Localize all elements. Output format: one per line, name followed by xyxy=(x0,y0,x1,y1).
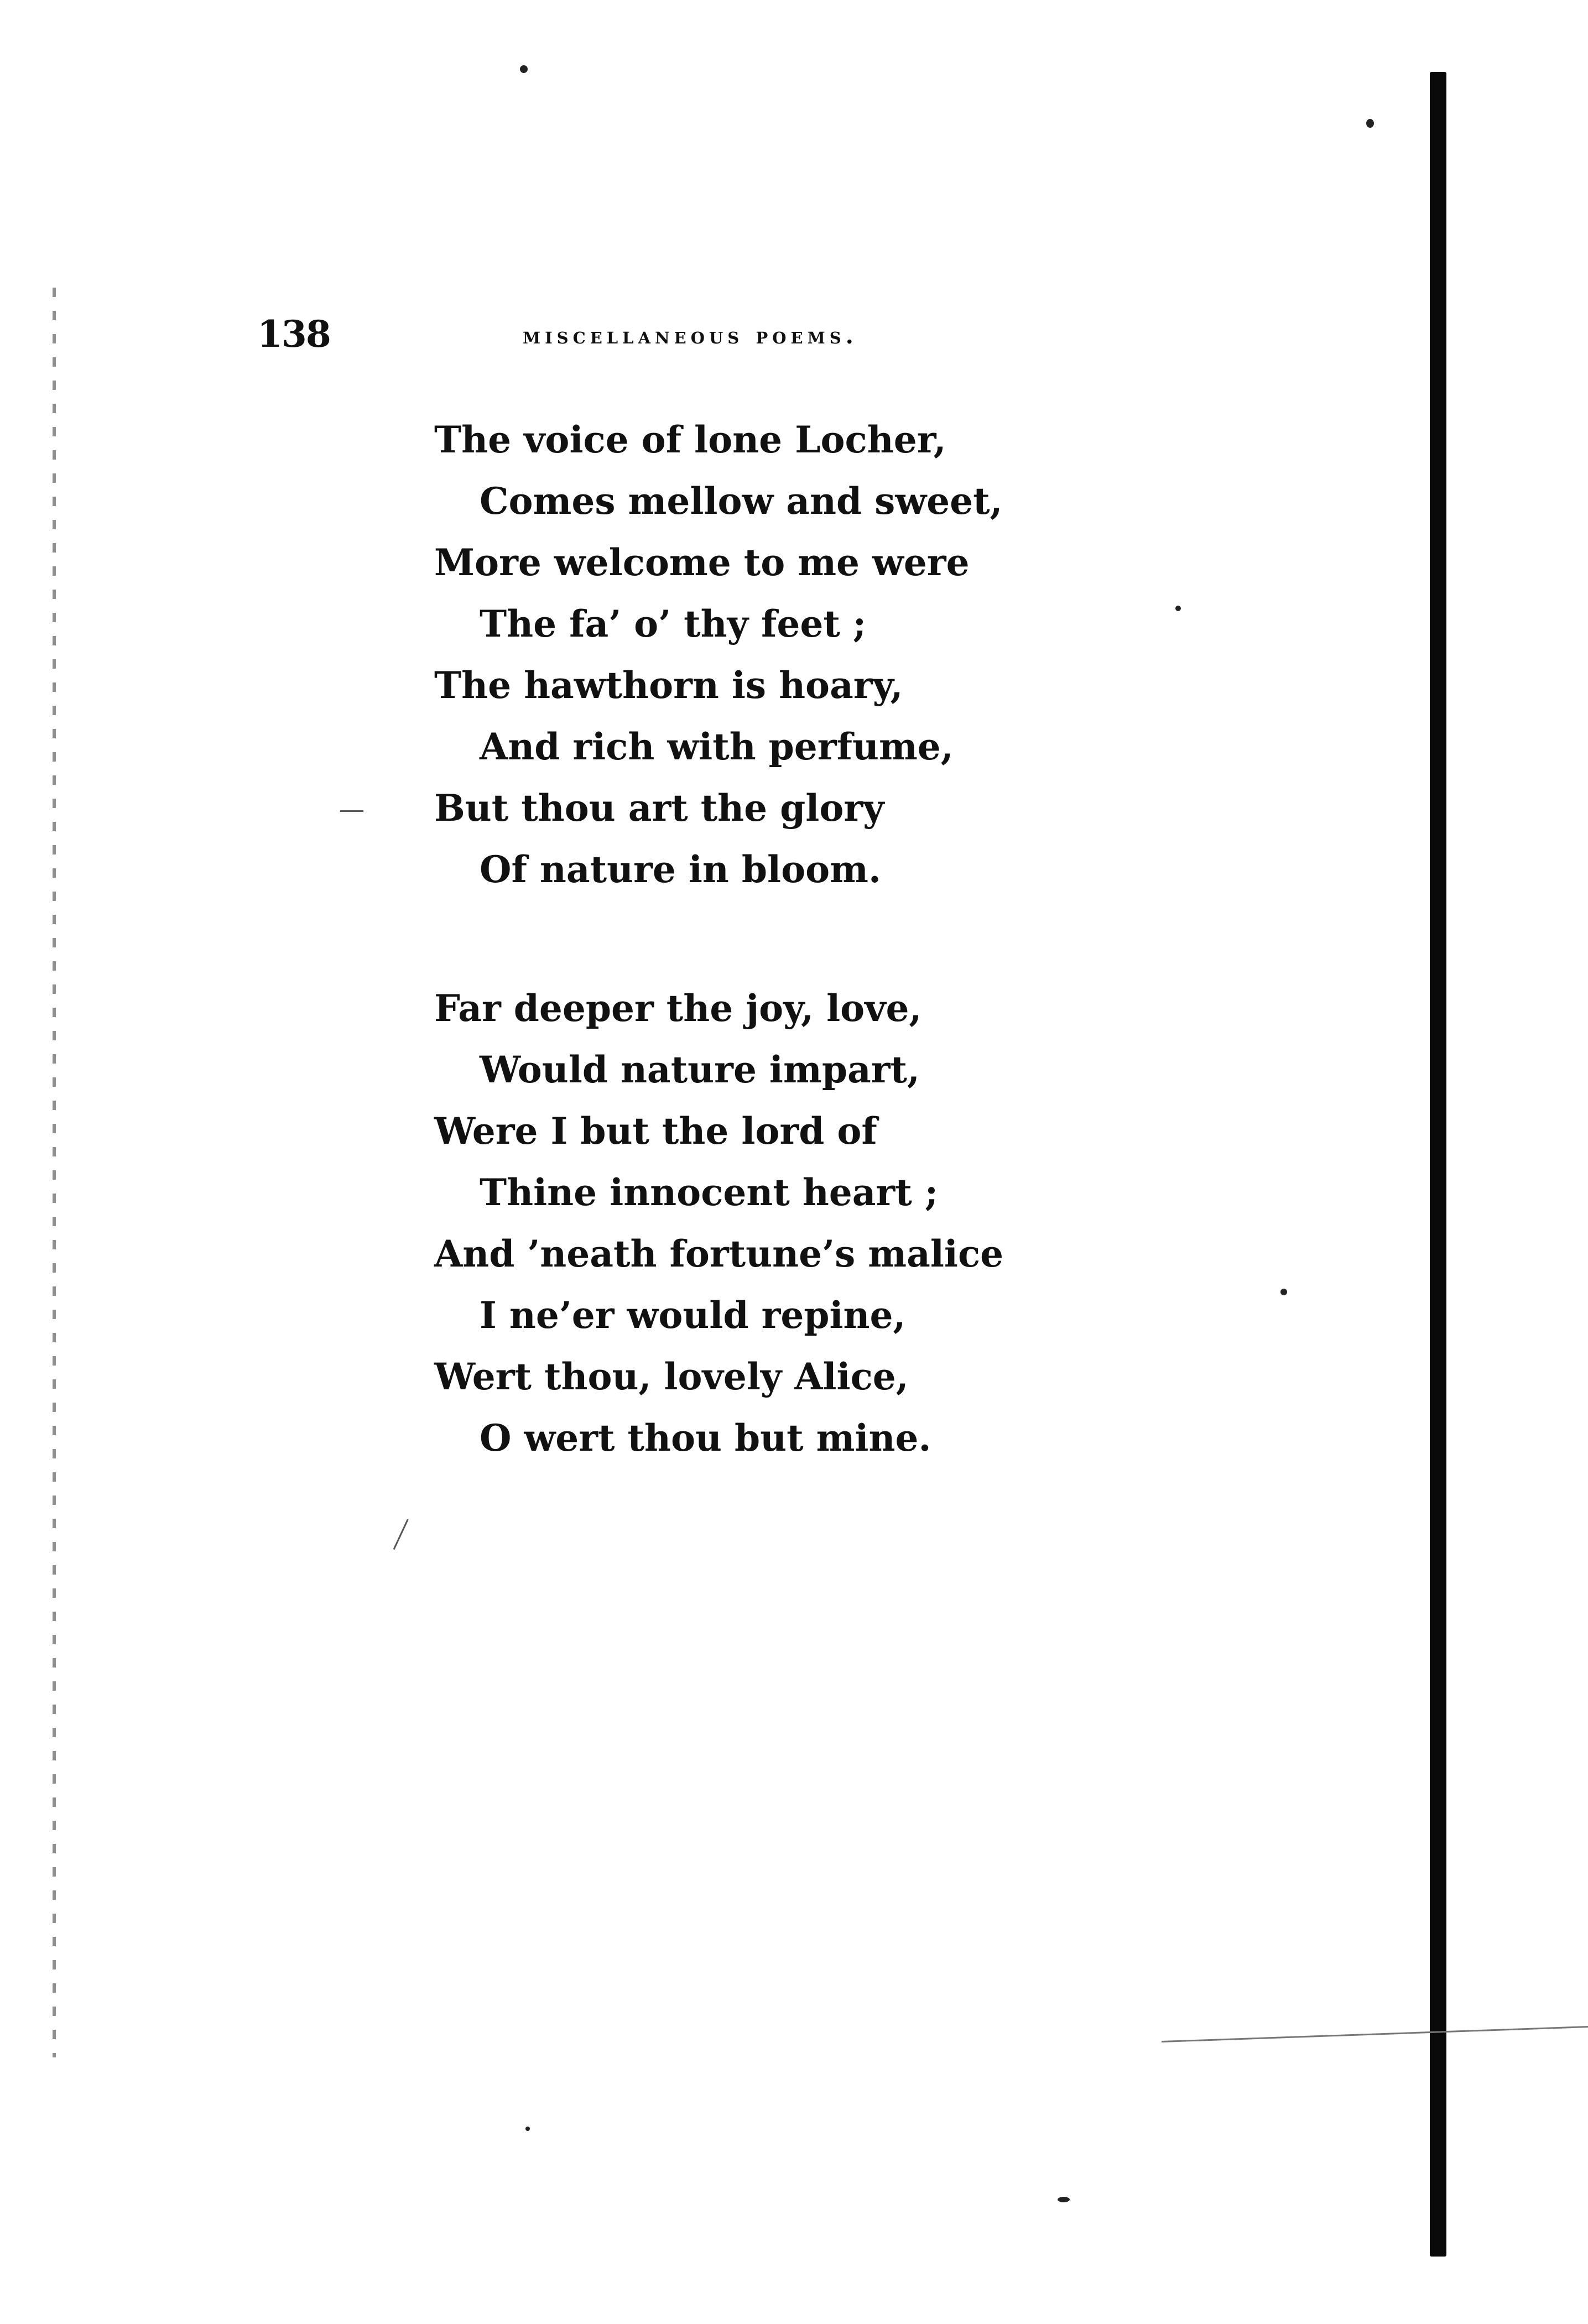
poem-line: Wert thou, lovely Alice, xyxy=(434,1355,909,1398)
ink-speck xyxy=(520,65,528,73)
poem-line: More welcome to me were xyxy=(434,541,970,584)
poem-line: Comes mellow and sweet, xyxy=(480,480,1003,523)
poem-line: Of nature in bloom. xyxy=(480,848,881,891)
ink-speck xyxy=(1280,1289,1287,1295)
ink-speck xyxy=(1058,2197,1070,2202)
poem-body xyxy=(434,409,1043,1469)
poem-line: And rich with perfume, xyxy=(480,725,954,768)
scan-scratch xyxy=(393,1519,409,1550)
gutter-speckle xyxy=(53,288,56,2057)
page-number: 138 xyxy=(257,312,330,356)
ink-speck xyxy=(525,2127,530,2131)
poem-line: Would nature impart, xyxy=(480,1048,920,1091)
poem-line: But thou art the glory xyxy=(434,786,884,830)
scan-scratch xyxy=(340,810,363,812)
poem-line: I ne’er would repine, xyxy=(480,1294,906,1337)
stanza xyxy=(434,409,1043,900)
poem-line: The fa’ o’ thy feet ; xyxy=(480,602,867,645)
poem-line: Were I but the lord of xyxy=(434,1109,877,1153)
ink-speck xyxy=(1366,119,1374,128)
poem-line: And ’neath fortune’s malice xyxy=(434,1232,1004,1275)
poem-line: The voice of lone Locher, xyxy=(434,418,946,461)
poem-line: Far deeper the joy, love, xyxy=(434,987,922,1030)
stanza xyxy=(434,978,1043,1469)
poem-line: The hawthorn is hoary, xyxy=(434,664,903,707)
poem-line: O wert thou but mine. xyxy=(480,1416,931,1460)
running-header xyxy=(257,312,976,362)
ink-speck xyxy=(1175,606,1181,611)
scan-scratch xyxy=(1162,2026,1588,2042)
running-title: miscellaneous poems. xyxy=(523,322,858,349)
poem-line: Thine innocent heart ; xyxy=(480,1171,939,1214)
binding-edge-rule xyxy=(1430,72,1446,2257)
